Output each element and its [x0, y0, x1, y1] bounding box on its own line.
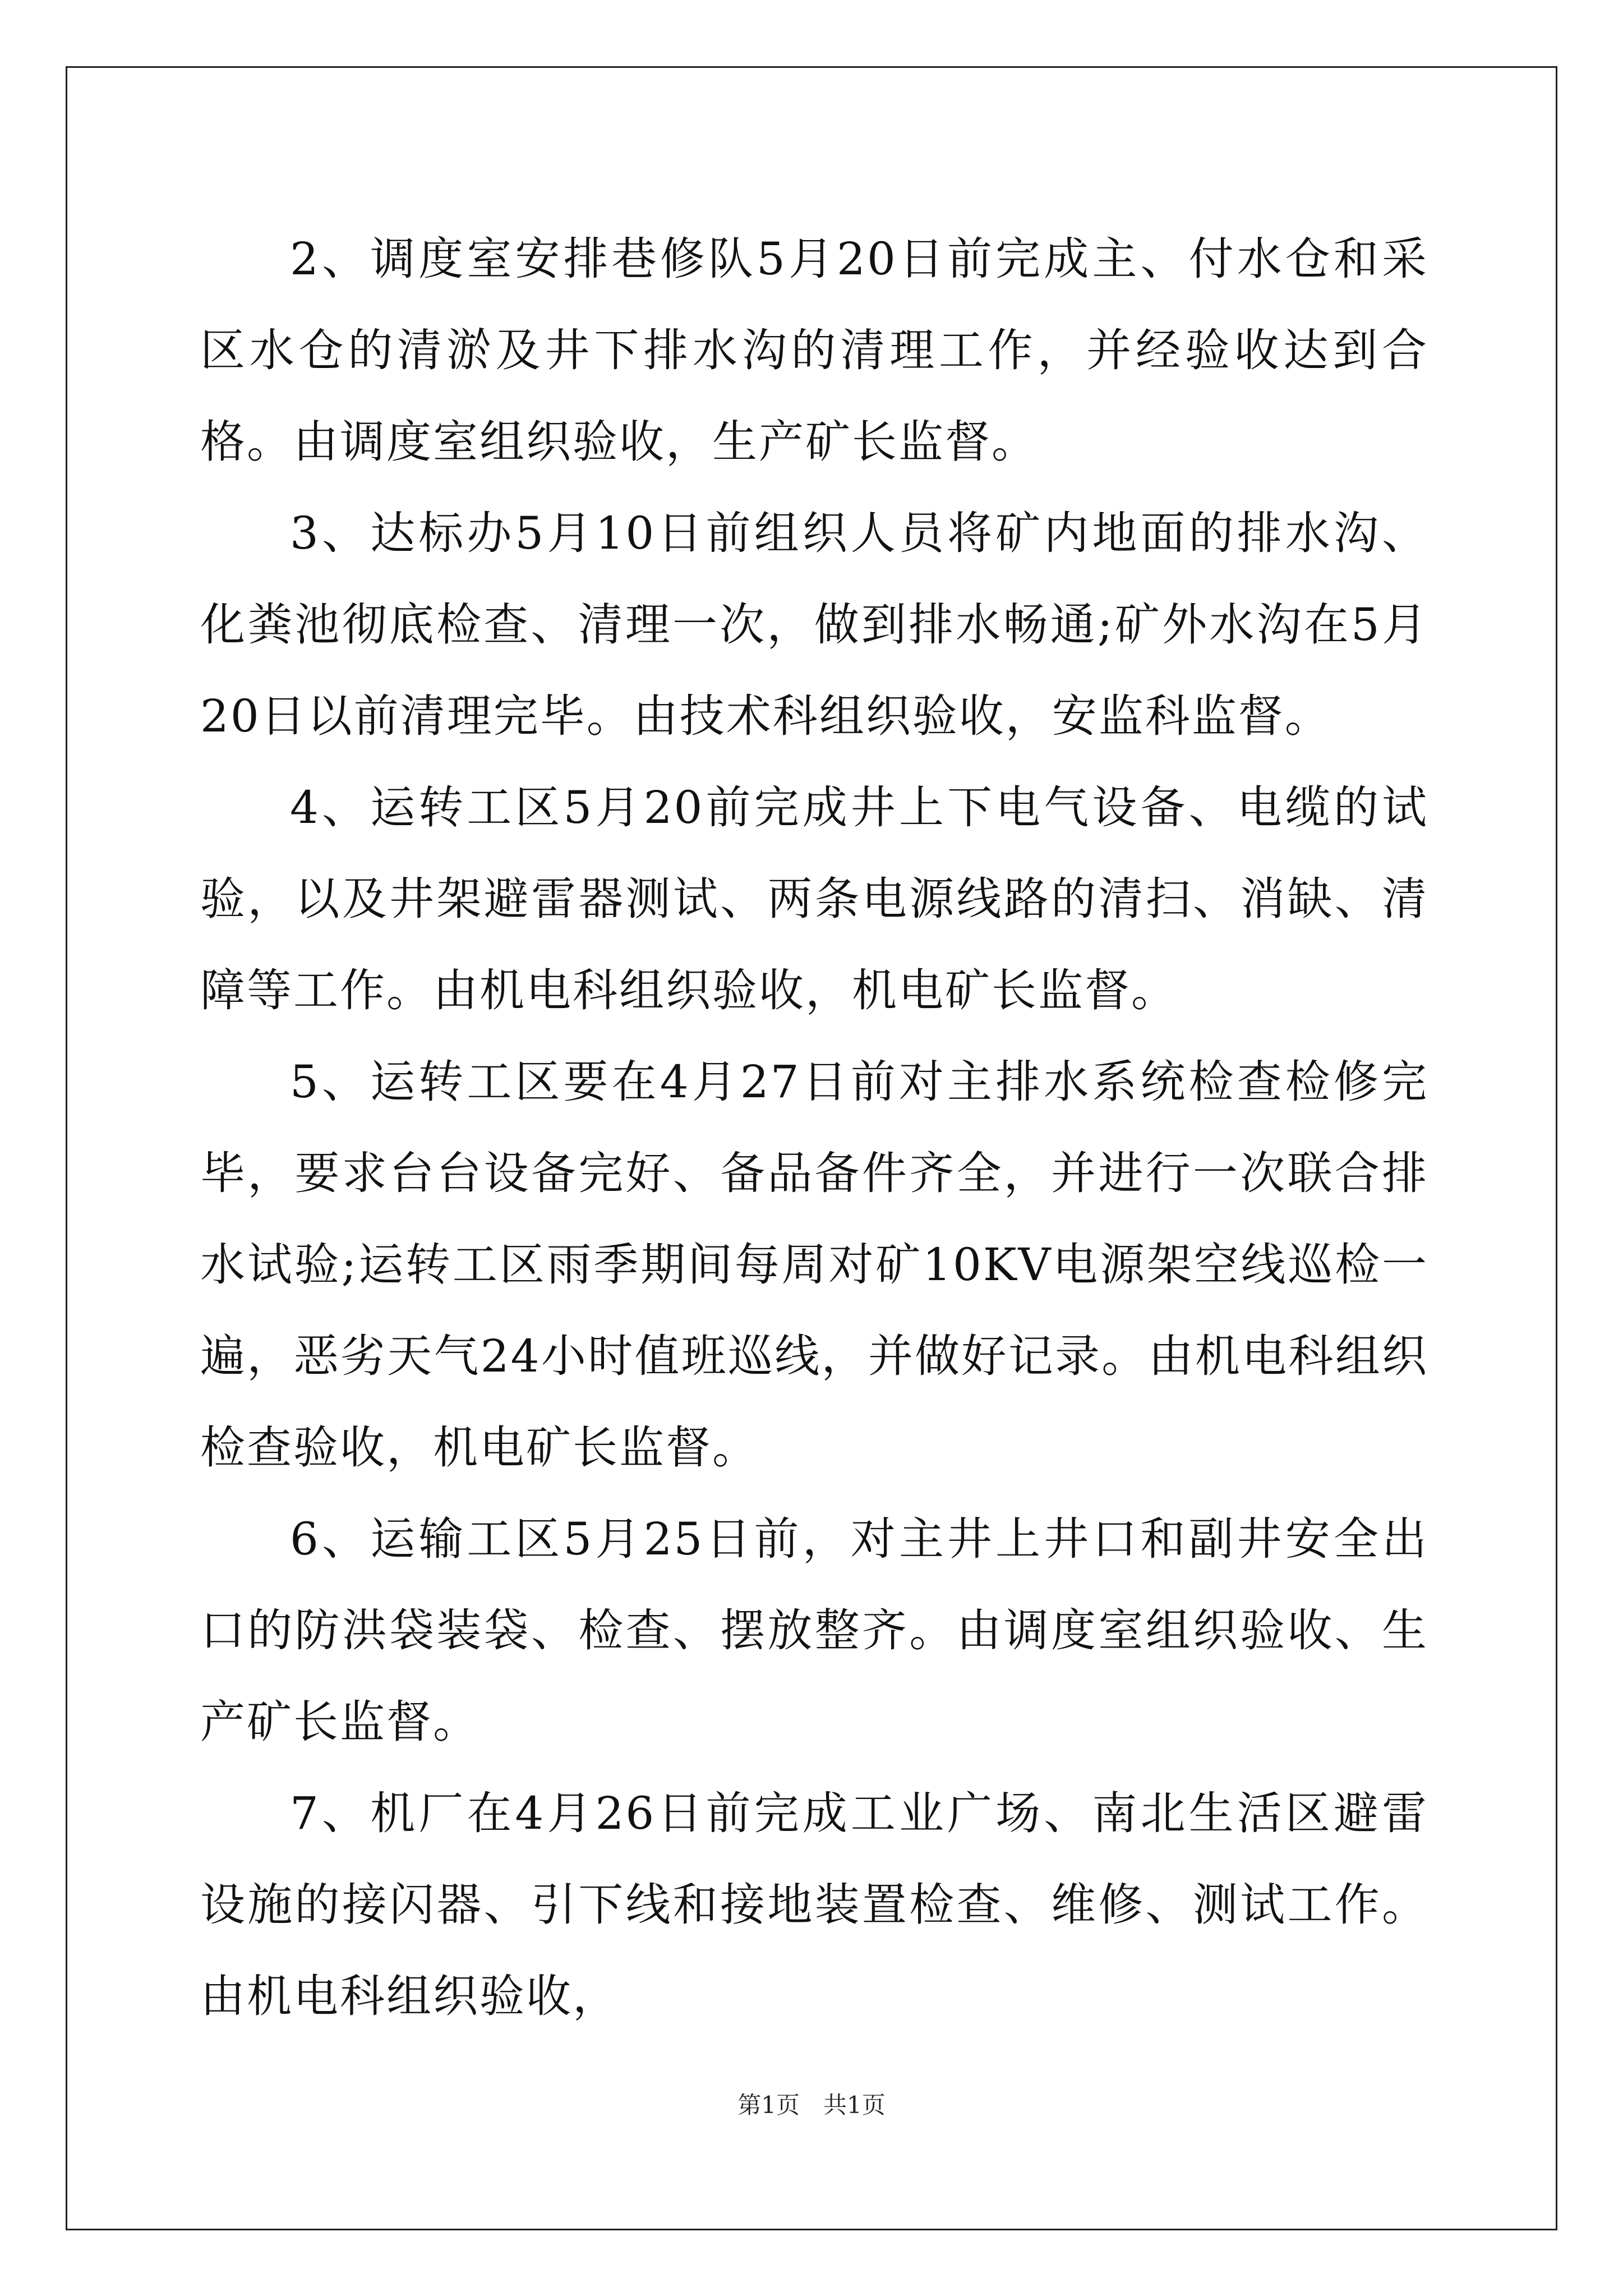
paragraph-4: 4、运转工区5月20前完成井上下电气设备、电缆的试验，以及井架避雷器测试、两条电源线路的清扫、消缺、清障等工作。由机电科组织验收，机电矿长监督。 — [200, 781, 1428, 1016]
page-footer — [0, 2087, 1623, 2120]
document-body — [200, 213, 1428, 2042]
paragraph-3: 3、达标办5月10日前组织人员将矿内地面的排水沟、化粪池彻底检查、清理一次，做到排水畅通;矿外水沟在5月20日以前清理完毕。由技术科组织验收，安监科监督。 — [200, 507, 1428, 742]
paragraph-2: 2、调度室安排巷修队5月20日前完成主、付水仓和采区水仓的清淤及井下排水沟的清理工作，并经验收达到合格。由调度室组织验收，生产矿长监督。 — [200, 233, 1428, 468]
page-number-label: 第1页 共1页 — [737, 2091, 886, 2119]
paragraph-5: 5、运转工区要在4月27日前对主排水系统检查检修完毕，要求台台设备完好、备品备件齐全，并进行一次联合排水试验;运转工区雨季期间每周对矿10KV电源架空线巡检一遍，恶劣天气24小时值班巡线，并做好记录。由机电科组织检查验收，机电矿长监督。 — [200, 1056, 1428, 1474]
paragraph-7: 7、机厂在4月26日前完成工业广场、南北生活区避雷设施的接闪器、引下线和接地装置检查、维修、测试工作。由机电科组织验收， — [200, 1787, 1428, 2022]
paragraph-6: 6、运输工区5月25日前，对主井上井口和副井安全出口的防洪袋装袋、检查、摆放整齐。由调度室组织验收、生产矿长监督。 — [200, 1513, 1428, 1748]
